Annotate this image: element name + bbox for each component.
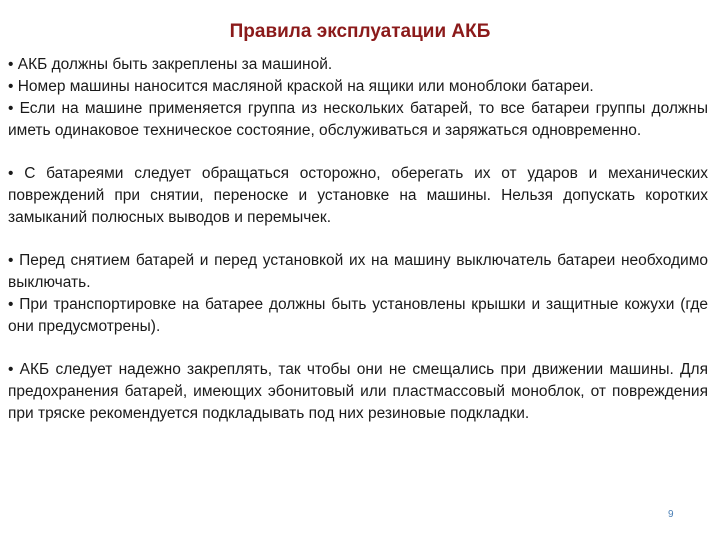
paragraph-group-4 xyxy=(8,359,708,425)
bullet-paragraph: • АКБ следует надежно закреплять, так чтобы они не смещались при движении машины. Для предохранения батарей, имеющих эбонитовый или пластмассовый моноблок, от повреждения при тряске рекомендуется подкладывать под них резиновые подкладки. xyxy=(8,361,708,422)
paragraph-group-1 xyxy=(8,54,708,142)
paragraph-group-3 xyxy=(8,250,708,338)
page-number: 9 xyxy=(668,509,674,520)
bullet-paragraph: • Перед снятием батарей и перед установкой их на машину выключатель батареи необходимо выключать. xyxy=(8,252,708,291)
bullet-paragraph: • При транспортировке на батарее должны быть установлены крышки и защитные кожухи (где они предусмотрены). xyxy=(8,296,708,335)
paragraph-group-2 xyxy=(8,163,708,229)
bullet-paragraph: • Если на машине применяется группа из нескольких батарей, то все батареи группы должны иметь одинаковое техническое состояние, обслуживаться и заряжаться одновременно. xyxy=(8,100,708,139)
bullet-paragraph: • Номер машины наносится масляной краской на ящики или моноблоки батареи. xyxy=(8,78,594,95)
slide-body xyxy=(8,54,708,425)
bullet-paragraph: • С батареями следует обращаться осторожно, оберегать их от ударов и механических повреждений при снятии, переноске и установке на машины. Нельзя допускать коротких замыканий полюсных выводов и перемычек. xyxy=(8,165,708,226)
bullet-paragraph: • АКБ должны быть закреплены за машиной. xyxy=(8,56,333,73)
slide-title: Правила эксплуатации АКБ xyxy=(229,21,491,42)
